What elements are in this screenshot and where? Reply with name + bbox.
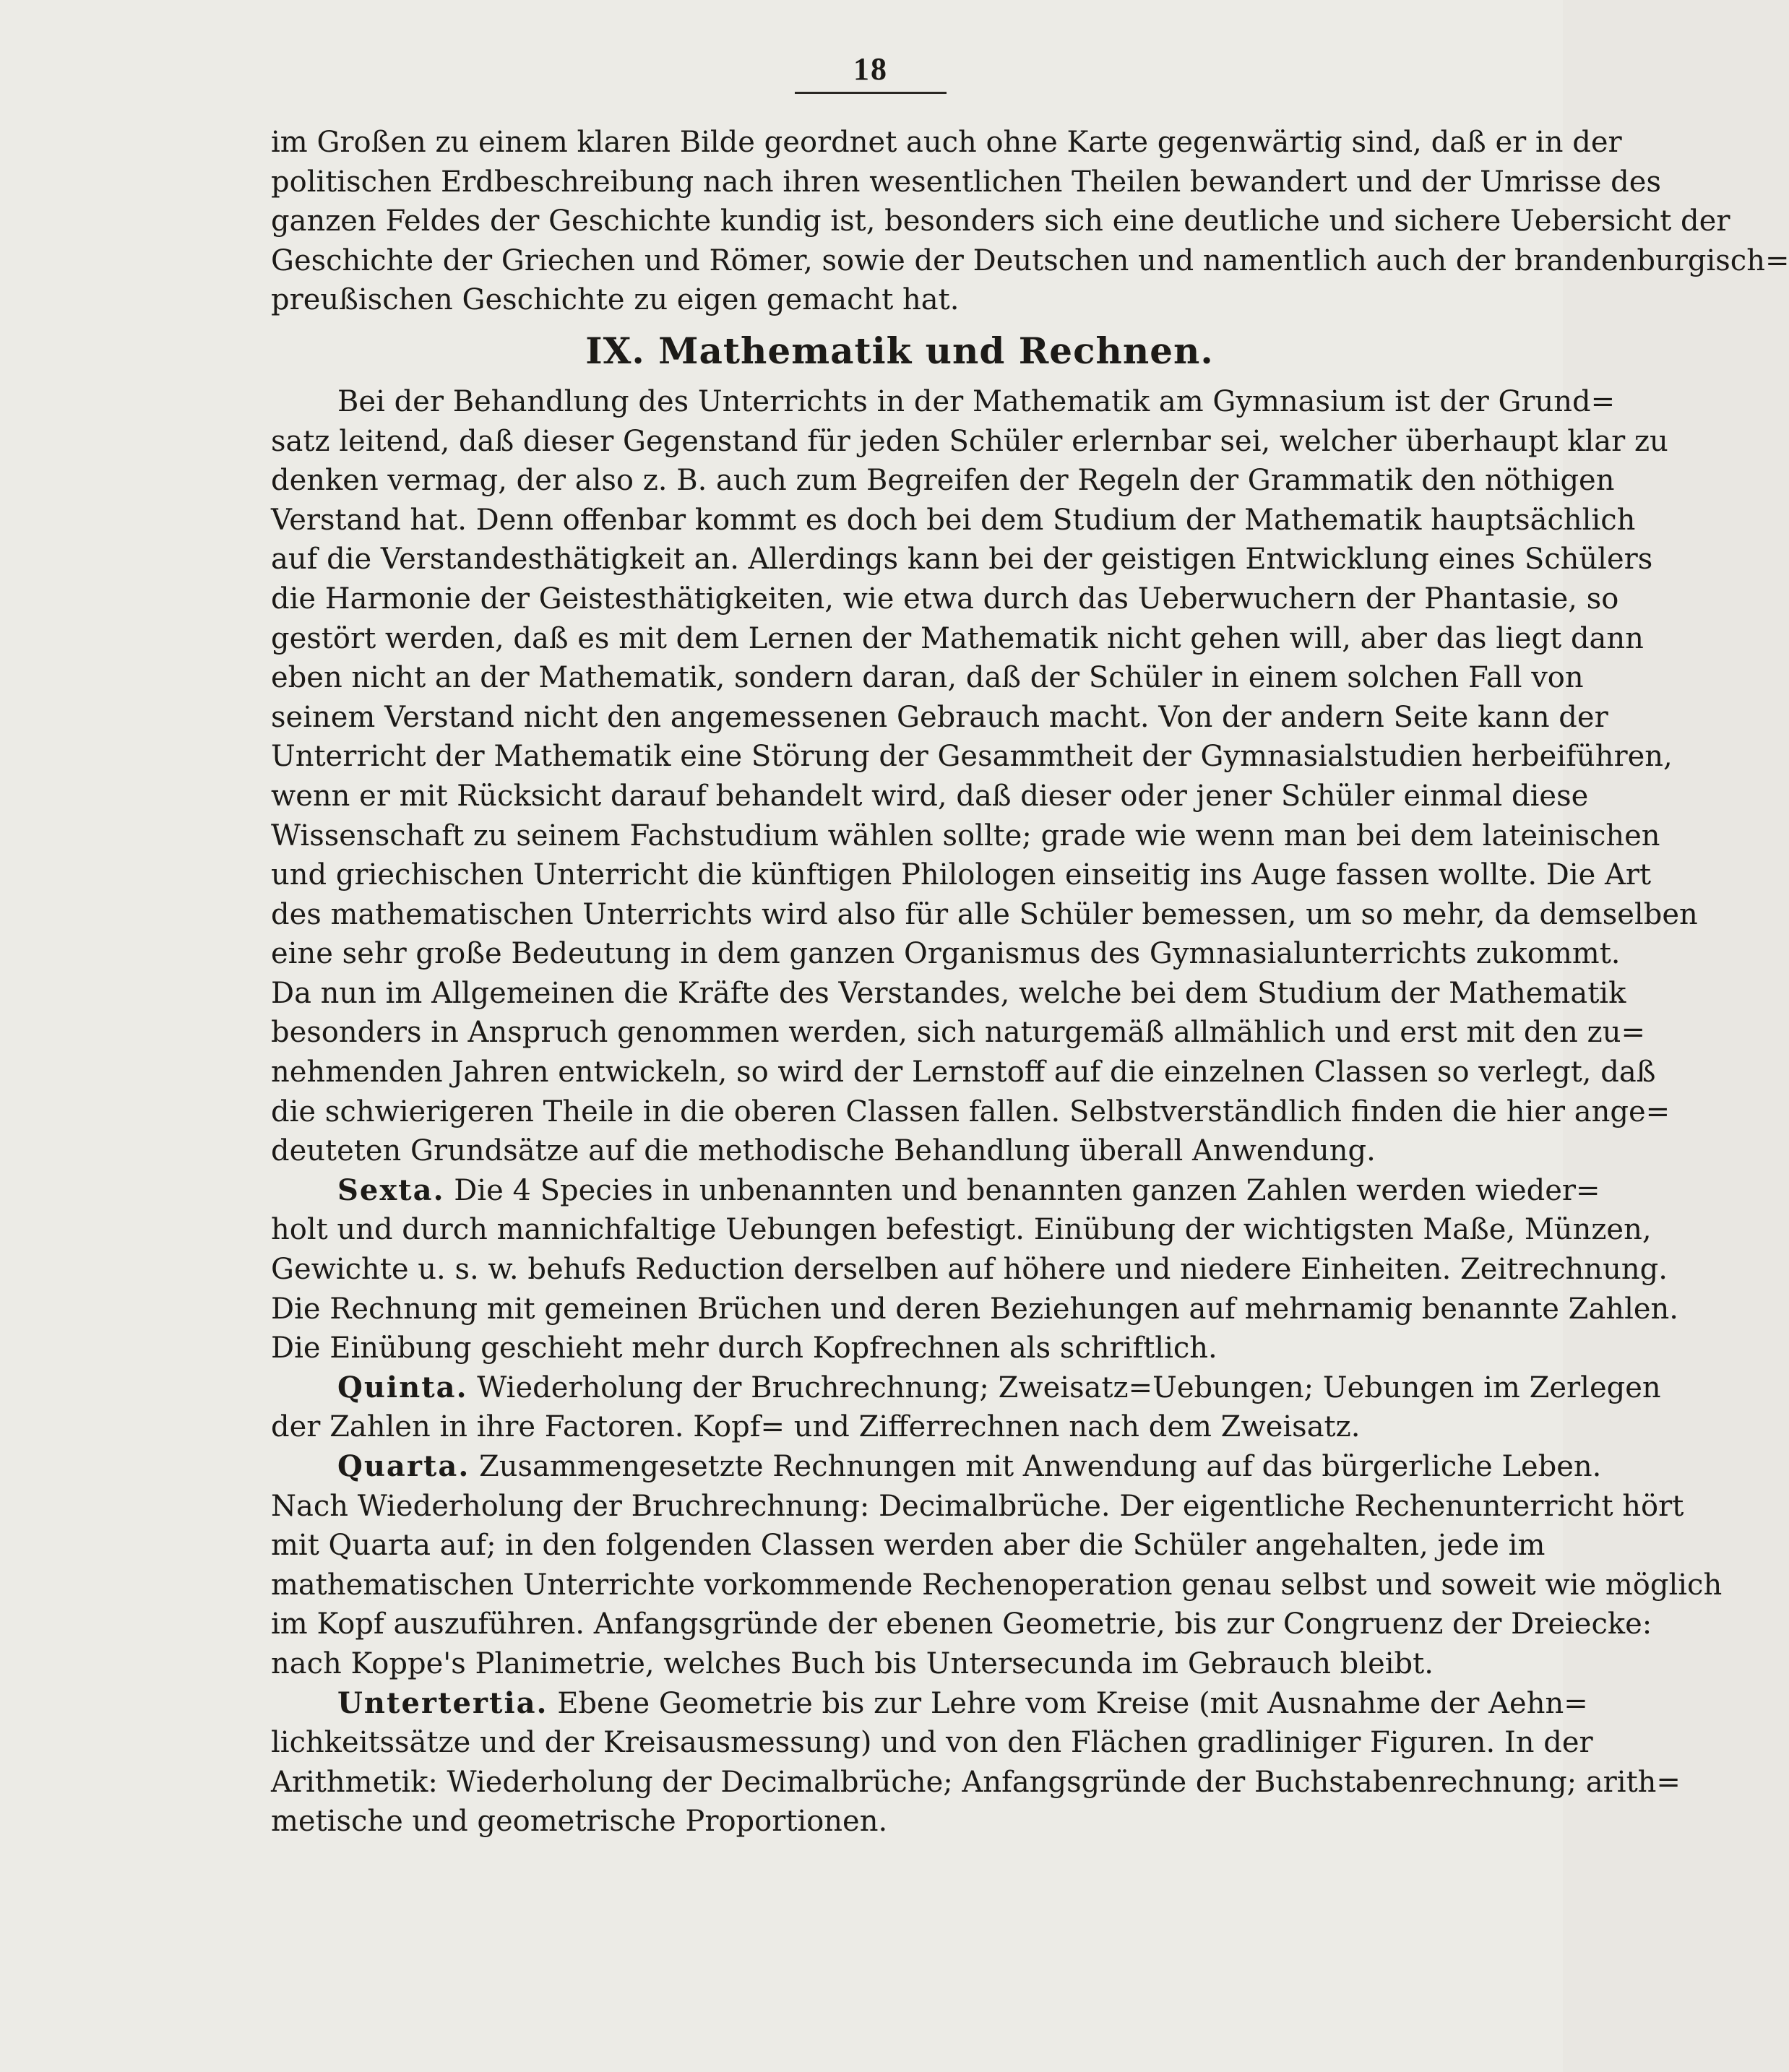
text-line: Gewichte u. s. w. behufs Reduction derselben auf höhere und niedere Einheiten. Zeitrechnung. [271, 1253, 1668, 1287]
page-number: 18 [853, 51, 888, 87]
text-line: preußischen Geschichte zu eigen gemacht hat. [271, 283, 960, 317]
text-line: lichkeitssätze und der Kreisausmessung) und von den Flächen gradliniger Figuren. In der [271, 1726, 1593, 1760]
untertertia-paragraph [271, 1684, 1681, 1842]
untertertia-first-line: Ebene Geometrie bis zur Lehre vom Kreise (mit Ausnahme der Aehn= [557, 1686, 1588, 1720]
text-line: eben nicht an der Mathematik, sondern daran, daß der Schüler in einem solchen Fall von [271, 661, 1584, 695]
class-label-quarta: Quarta. [337, 1449, 470, 1483]
text-line: deuteten Grundsätze auf die methodische Behandlung überall Anwendung. [271, 1134, 1376, 1168]
text-line: im Kopf auszuführen. Anfangsgründe der ebenen Geometrie, bis zur Congruenz der Dreiecke: [271, 1607, 1652, 1641]
text-line: mit Quarta auf; in den folgenden Classen werden aber die Schüler angehalten, jede im [271, 1529, 1546, 1563]
quinta-paragraph [271, 1368, 1661, 1447]
text-line: Die Rechnung mit gemeinen Brüchen und deren Beziehungen auf mehrnamig benannte Zahlen. [271, 1292, 1679, 1326]
class-label-quinta: Quinta. [337, 1370, 468, 1404]
text-line: Unterricht der Mathematik eine Störung der Gesammtheit der Gymnasialstudien herbeiführen, [271, 740, 1673, 774]
page-header [795, 51, 947, 94]
text-line: Wissenschaft zu seinem Fachstudium wählen sollte; grade wie wenn man bei dem lateinischen [271, 819, 1660, 852]
text-line: Bei der Behandlung des Unterrichts in der Mathematik am Gymnasium ist der Grund= [337, 384, 1616, 418]
text-line: auf die Verstandesthätigkeit an. Allerdings kann bei der geistigen Entwicklung eines Schülers [271, 543, 1653, 577]
page-number-rule [795, 92, 947, 94]
text-line: Geschichte der Griechen und Römer, sowie der Deutschen und namentlich auch der brandenburgisch= [271, 243, 1789, 277]
section-heading: IX. Mathematik und Rechnen. [585, 329, 1214, 372]
text-line: des mathematischen Unterrichts wird also für alle Schüler bemessen, um so mehr, da demselben [271, 897, 1698, 931]
text-line: die Harmonie der Geistesthätigkeiten, wie etwa durch das Ueberwuchern der Phantasie, so [271, 582, 1619, 616]
text-line: metische und geometrische Proportionen. [271, 1805, 888, 1839]
quarta-first-line: Zusammengesetzte Rechnungen mit Anwendung auf das bürgerliche Leben. [478, 1450, 1602, 1483]
sexta-paragraph [271, 1171, 1679, 1368]
text-line: denken vermag, der also z. B. auch zum Begreifen der Regeln der Grammatik den nöthigen [271, 464, 1615, 498]
quinta-first-line: Wiederholung der Bruchrechnung; Zweisatz=Uebungen; Uebungen im Zerlegen [477, 1370, 1661, 1404]
text-line: ganzen Feldes der Geschichte kundig ist, besonders sich eine deutliche und sichere Uebersicht der [271, 204, 1730, 238]
text-line: gestört werden, daß es mit dem Lernen der Mathematik nicht gehen will, aber das liegt dann [271, 621, 1644, 655]
text-line: im Großen zu einem klaren Bilde geordnet auch ohne Karte gegenwärtig sind, daß er in der [271, 126, 1622, 159]
text-line: mathematischen Unterrichte vorkommende Rechenoperation genau selbst und soweit wie möglich [271, 1568, 1723, 1602]
text-line: holt und durch mannichfaltige Uebungen befestigt. Einübung der wichtigsten Maße, Münzen, [271, 1213, 1652, 1247]
text-line: Nach Wiederholung der Bruchrechnung: Decimalbrüche. Der eigentliche Rechenunterricht hört [271, 1489, 1684, 1523]
text-line: besonders in Anspruch genommen werden, sich naturgemäß allmählich und erst mit den zu= [271, 1016, 1645, 1050]
text-line: Die Einübung geschieht mehr durch Kopfrechnen als schriftlich. [271, 1331, 1217, 1365]
text-line: die schwierigeren Theile in die oberen Classen fallen. Selbstverständlich finden die hier ange= [271, 1095, 1671, 1128]
sexta-first-line: Die 4 Species in unbenannten und benannten ganzen Zahlen werden wieder= [454, 1173, 1600, 1207]
intro-paragraph [271, 123, 1789, 320]
text-line: der Zahlen in ihre Factoren. Kopf= und Zifferrechnen nach dem Zweisatz. [271, 1410, 1361, 1444]
text-line: Da nun im Allgemeinen die Kräfte des Verstandes, welche bei dem Studium der Mathematik [271, 976, 1626, 1010]
text-line [271, 1684, 1588, 1724]
text-line: satz leitend, daß dieser Gegenstand für jeden Schüler erlernbar sei, welcher überhaupt klar zu [271, 424, 1668, 458]
class-label-sexta: Sexta. [337, 1173, 445, 1207]
text-line: seinem Verstand nicht den angemessenen Gebrauch macht. Von der andern Seite kann der [271, 700, 1608, 734]
text-line: Verstand hat. Denn offenbar kommt es doch bei dem Studium der Mathematik hauptsächlich [271, 503, 1636, 537]
text-line: nehmenden Jahren entwickeln, so wird der Lernstoff auf die einzelnen Classen so verlegt, daß [271, 1056, 1656, 1089]
text-line [271, 1368, 1661, 1408]
text-line: eine sehr große Bedeutung in dem ganzen Organismus des Gymnasialunterrichts zukommt. [271, 937, 1621, 971]
text-line: Arithmetik: Wiederholung der Decimalbrüche; Anfangsgründe der Buchstabenrechnung; arith= [271, 1765, 1681, 1799]
text-line: wenn er mit Rücksicht darauf behandelt wird, daß dieser oder jener Schüler einmal diese [271, 779, 1589, 813]
text-line: nach Koppe's Planimetrie, welches Buch bis Untersecunda im Gebrauch bleibt. [271, 1646, 1434, 1680]
text-body [271, 123, 1789, 1842]
text-line [271, 1447, 1602, 1487]
text-line [271, 1171, 1600, 1211]
class-label-untertertia: Untertertia. [337, 1685, 548, 1720]
text-line: politischen Erdbeschreibung nach ihren wesentlichen Theilen bewandert und der Umrisse des [271, 165, 1661, 199]
text-line: und griechischen Unterricht die künftigen Philologen einseitig ins Auge fassen wollte. Die Art [271, 858, 1652, 892]
quarta-paragraph [271, 1447, 1723, 1684]
main-paragraph [271, 382, 1698, 1171]
